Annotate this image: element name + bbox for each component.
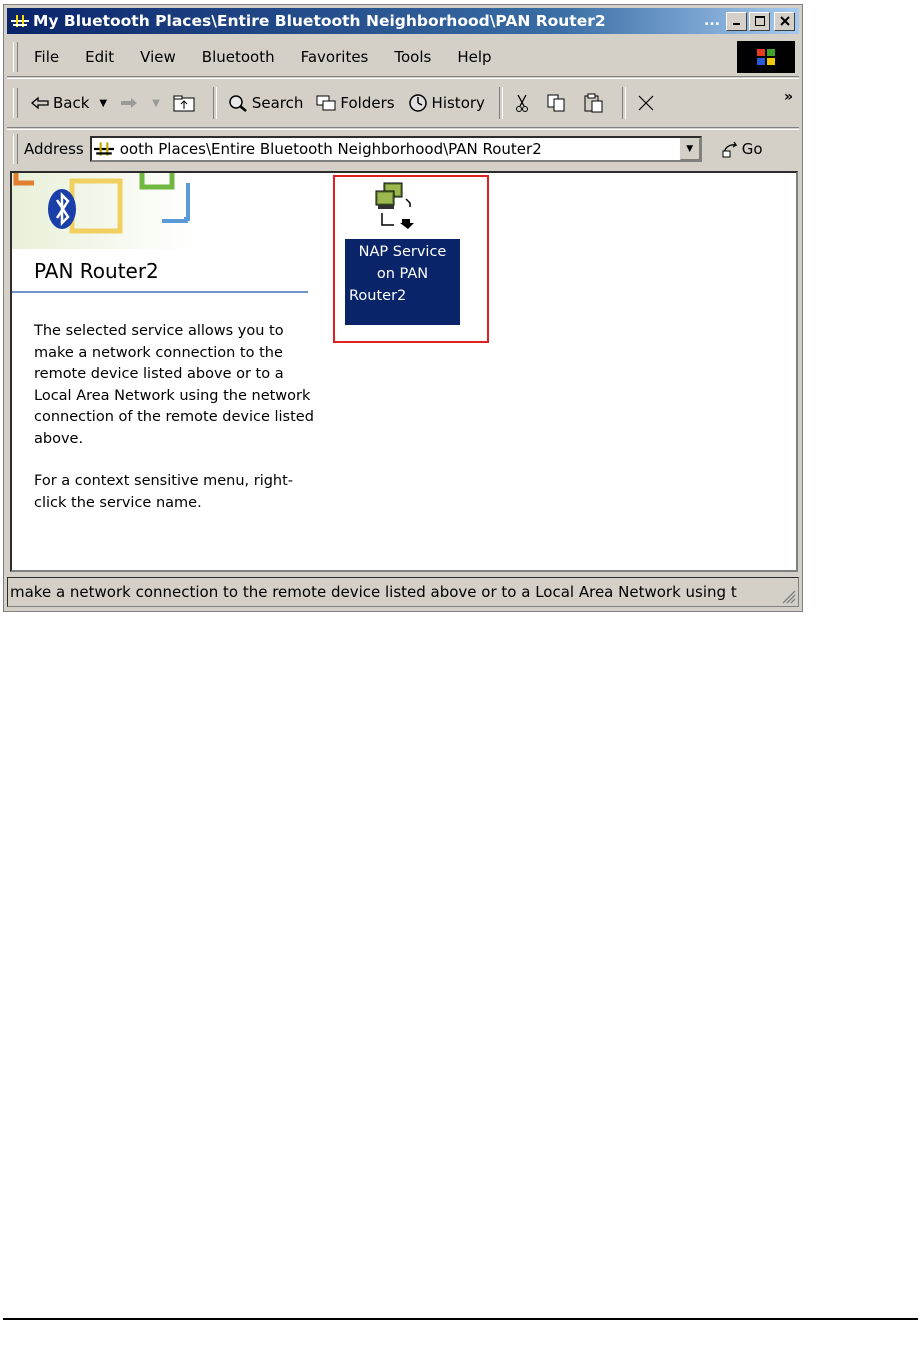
history-label: History	[431, 94, 485, 112]
nap-label-line: Router2	[349, 288, 407, 304]
menu-tools[interactable]: Tools	[394, 47, 432, 66]
panel-description: The selected service allows you to make a network connection to the remote device listed above or to a Local Area Network using the network connection of the remote device listed above.	[34, 323, 314, 447]
go-button[interactable]	[720, 139, 763, 159]
menu-bar	[7, 37, 799, 77]
copy-button[interactable]	[546, 93, 571, 113]
folders-icon	[315, 94, 337, 112]
menu-bluetooth[interactable]: Bluetooth	[201, 47, 275, 66]
menu-grip[interactable]	[13, 42, 18, 72]
forward-dropdown-icon[interactable]: ▼	[152, 97, 160, 109]
maximize-button[interactable]	[749, 12, 770, 31]
up-folder-button[interactable]	[172, 93, 199, 113]
standard-toolbar	[7, 78, 799, 128]
window-title: My Bluetooth Places\Entire Bluetooth Neighborhood\PAN Router2	[33, 12, 606, 30]
menu-help[interactable]: Help	[457, 47, 492, 66]
page-footer-rule	[3, 1318, 918, 1320]
menu-view[interactable]: View	[140, 47, 176, 66]
toolbar-overflow-icon[interactable]: »	[783, 89, 793, 105]
delete-x-icon	[636, 93, 656, 113]
toolbar-separator	[622, 87, 626, 119]
back-arrow-icon	[30, 96, 50, 110]
address-grip[interactable]	[13, 134, 18, 164]
panel-divider	[12, 291, 308, 293]
paste-icon	[583, 93, 605, 113]
search-label: Search	[251, 94, 304, 112]
folders-button[interactable]	[315, 94, 394, 112]
explorer-window	[3, 4, 803, 612]
history-button[interactable]	[407, 93, 485, 113]
panel-hint: For a context sensitive menu, right-click the service name.	[34, 473, 294, 511]
folder-view	[10, 171, 798, 572]
bluetooth-places-icon	[10, 12, 30, 30]
status-text: make a network connection to the remote device listed above or to a Local Area Network using t	[10, 583, 737, 601]
back-label: Back	[53, 94, 90, 112]
toolbar-separator	[499, 87, 503, 119]
close-button[interactable]	[774, 12, 795, 31]
address-label: Address	[24, 139, 84, 158]
address-bar	[7, 129, 799, 167]
history-icon	[407, 93, 429, 113]
minimize-icon	[732, 16, 742, 26]
panel-title: PAN Router2	[34, 259, 159, 283]
nap-label-line: on PAN	[376, 266, 429, 282]
go-arrow-icon	[720, 139, 742, 159]
title-ellipsis: ...	[704, 13, 720, 29]
folders-label: Folders	[340, 94, 395, 112]
delete-button[interactable]	[636, 93, 659, 113]
title-bar[interactable]	[7, 8, 799, 34]
search-button[interactable]	[227, 93, 304, 113]
back-dropdown-icon[interactable]: ▼	[99, 97, 108, 109]
nap-service-label[interactable]	[345, 239, 460, 325]
forward-button[interactable]	[119, 96, 160, 110]
toolbar-separator	[213, 87, 217, 119]
menu-edit[interactable]: Edit	[85, 47, 115, 66]
menu-favorites[interactable]: Favorites	[300, 47, 369, 66]
forward-arrow-icon	[119, 96, 139, 110]
close-icon	[780, 16, 790, 26]
copy-icon	[546, 93, 568, 113]
search-icon	[227, 93, 249, 113]
address-input[interactable]	[90, 136, 702, 162]
windows-logo-icon	[737, 41, 795, 73]
address-value: ooth Places\Entire Bluetooth Neighborhood\PAN Router2	[119, 139, 542, 158]
toolbar-grip[interactable]	[13, 88, 18, 118]
status-bar	[7, 577, 799, 607]
up-folder-icon	[172, 93, 196, 113]
maximize-icon	[755, 16, 765, 26]
go-label: Go	[741, 139, 763, 158]
menu-file[interactable]: File	[34, 47, 60, 66]
cut-button[interactable]	[513, 93, 534, 113]
paste-button[interactable]	[583, 93, 608, 113]
network-service-icon[interactable]	[372, 181, 420, 233]
resize-grip-icon[interactable]	[780, 588, 796, 604]
back-button[interactable]	[30, 94, 107, 112]
scissors-icon	[513, 93, 531, 113]
address-dropdown-icon[interactable]: ▼	[680, 138, 700, 160]
bluetooth-banner-icon	[12, 173, 192, 249]
nap-label-line: NAP Service	[358, 244, 447, 260]
bluetooth-places-icon	[94, 140, 114, 158]
minimize-button[interactable]	[726, 12, 747, 31]
